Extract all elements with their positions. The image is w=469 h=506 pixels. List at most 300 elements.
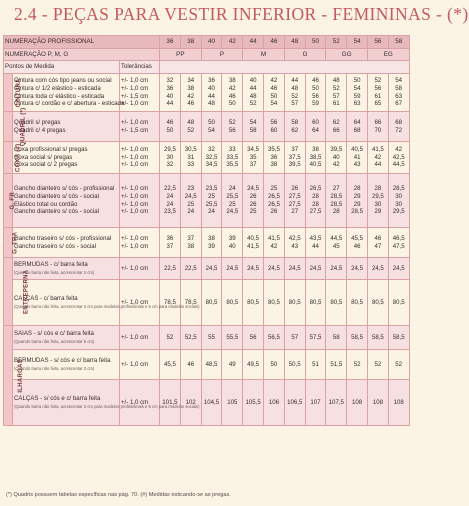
size-value: 24,5 [267,264,280,272]
size-value-cell [347,326,368,350]
tolerance-value: +/- 1,0 cm [121,192,149,200]
size-value-cell [284,142,305,174]
measurement-point: BERMUDAS - c/ barra feita [14,260,88,268]
size-value: 27 [332,184,340,192]
header-row-pontos [4,61,410,74]
size-value: 35,5 [267,145,280,153]
size-value: 106,5 [287,398,303,406]
size-value-cell [243,174,264,228]
size-value: 64 [312,126,319,134]
table-row [4,74,410,112]
size-value-cell [388,142,409,174]
size-value: 44 [374,161,382,169]
size-value: 33,5 [226,153,239,161]
size-value: 47 [374,242,382,250]
size-value-cell [388,174,409,228]
size-value: 48,5 [205,360,218,368]
size-value: 26 [249,192,257,200]
size-value-cell [368,142,389,174]
size-value-cell [243,326,264,350]
size-value: 29,5 [392,208,405,216]
size-value-cell [222,326,243,350]
size-value: 38 [228,76,236,84]
size-value-cell [180,258,201,280]
size-value: 24,5 [351,264,364,272]
pontos-medida-label: Pontos de Medida [4,61,120,74]
size-value: 24,5 [226,208,239,216]
size-value: 63 [353,100,361,108]
size-value-cell [243,74,264,112]
size-value: 63 [395,92,403,100]
size-value-cell [222,174,243,228]
size-value: 40,5 [351,145,364,153]
size-value-cell [388,258,409,280]
size-value: 104,5 [203,398,220,406]
size-value-cell [264,74,285,112]
size-value-cell [388,112,409,142]
size-value: 48 [208,100,215,108]
size-value: 38 [208,234,215,242]
size-value-cell [264,112,285,142]
size-value: 28 [332,208,340,216]
measurement-point: Quadril c/ 4 pregas [14,126,66,134]
size-value: 39,5 [330,145,343,153]
size-value: 59 [312,100,319,108]
size-value: 108 [372,398,383,406]
size-value: 41,5 [267,234,280,242]
size-value: 44 [208,92,215,100]
size-value: 39 [228,234,236,242]
size-value: 52 [395,360,403,368]
measurement-point: Coxa social c/ 2 pregas [14,161,78,169]
measurement-point: Quadril s/ pregas [14,118,61,126]
header-row-pmg [4,49,410,61]
size-value: 44,5 [330,234,343,242]
size-value-cell [284,326,305,350]
size-value: 52 [291,92,299,100]
measurement-point-labels [13,350,120,380]
size-value-cell [388,280,409,326]
size-value-cell [368,280,389,326]
size-value: 68 [353,126,361,134]
size-value: 26,5 [309,184,322,192]
size-value: 46 [353,242,361,250]
size-value-cell [347,280,368,326]
size-value: 60 [270,126,278,134]
size-value: 24 [166,192,174,200]
size-value-cell [368,258,389,280]
size-value-cell [305,350,326,380]
size-value: 62 [332,118,340,126]
size-value: 34 [187,76,195,84]
size-value: 35 [249,153,257,161]
size-value: 22,5 [163,264,176,272]
size-value-cell [347,174,368,228]
table-row [4,228,410,258]
size-value: 60 [312,118,319,126]
size-value-cell [388,380,409,426]
size-header: 58 [388,36,409,49]
size-value: 107,5 [328,398,344,406]
size-value: 80,5 [371,298,384,306]
measurement-point: Cintura toda c/ elástico - esticada [14,92,105,100]
size-value: 29 [353,192,361,200]
size-value: 42,5 [288,234,301,242]
size-value-cell [160,258,181,280]
size-value: 24,5 [309,264,322,272]
size-value: 22,5 [163,184,176,192]
size-value: 56 [249,333,257,341]
tolerancias-label: Tolerâncias [120,61,160,74]
measurement-point: Cintura com cós tipo jeans ou social [14,76,112,84]
tolerance-value: +/- 1,0 cm [121,242,149,250]
measurement-point: Cintura c/ 1/2 elástico - esticada [14,84,101,92]
size-value: 28 [312,192,319,200]
size-value-cell [160,280,181,326]
size-value: 44 [249,84,257,92]
size-value-cell [326,380,347,426]
size-value: 25 [208,192,215,200]
tolerance-cell [120,228,160,258]
size-value: 80,5 [226,298,239,306]
size-value: 23,5 [205,184,218,192]
size-value: 52 [353,360,361,368]
size-value-cell [326,112,347,142]
tolerance-cell [120,74,160,112]
size-value-cell [326,74,347,112]
size-value: 44 [166,100,174,108]
size-value: 57 [291,333,299,341]
measurement-note: (Quando barra não feita, acrescentar 2 cm para modelos profissionais e 5 cm para modelos sociais) [14,403,200,409]
tolerance-value: +/- 1,0 cm [121,398,149,406]
size-value: 26 [291,184,299,192]
size-value: 78,5 [184,298,197,306]
size-value: 80,5 [330,298,343,306]
size-header: 38 [180,36,201,49]
size-value: 42 [270,242,278,250]
tolerance-value: +/- 1,0 cm [121,118,149,126]
size-value: 66 [374,118,382,126]
measurement-point: Cintura c/ cordão e c/ abertura - esticada [14,100,125,108]
size-value: 34,5 [205,161,218,169]
size-value-cell [243,112,264,142]
size-value-cell [222,228,243,258]
size-value: 70 [374,126,382,134]
size-value: 37 [291,145,299,153]
measurement-point: Gancho traseiro s/ cós - profissional [14,234,112,242]
measurement-note: (Quando barra não feita, acrescentar 2 cm para modelos profissionais e 5 cm para modelos sociais) [14,303,200,309]
size-value-cell [347,380,368,426]
size-value: 51 [312,360,319,368]
size-value-cell [180,350,201,380]
size-value: 25,5 [226,192,239,200]
size-value-cell [388,326,409,350]
size-value: 37 [166,242,174,250]
size-value: 67 [395,100,403,108]
size-value-cell [368,74,389,112]
tolerance-value: +/- 1,0 cm [121,161,149,169]
size-value: 44 [312,242,319,250]
size-value: 58,5 [371,333,384,341]
size-value: 29,5 [371,192,384,200]
numeracao-pmg-label: NUMERAÇÃO P, M, G [4,49,160,61]
size-value: 50 [270,92,278,100]
size-value: 24,5 [205,264,218,272]
size-value: 50 [166,126,174,134]
size-value: 56,5 [267,333,280,341]
size-value-cell [201,112,222,142]
size-value-cell [160,380,181,426]
size-value: 57,5 [309,333,322,341]
size-value-cell [160,74,181,112]
size-value: 108 [352,398,363,406]
size-value: 46 [374,234,382,242]
measurement-point-labels [13,326,120,350]
size-value: 23 [187,184,195,192]
tolerance-value: +/- 1,0 cm [121,153,149,161]
pmg-header: EG [368,49,410,61]
measurement-point: SAIAS - s/ cós e c/ barra feita [14,329,94,337]
size-value: 64 [353,118,361,126]
size-value-cell [264,350,285,380]
size-value: 25 [249,208,257,216]
size-value: 46 [166,118,174,126]
measurement-point-labels [13,112,120,142]
size-header: 46 [264,36,285,49]
size-value-cell [243,380,264,426]
measurement-point-labels [13,228,120,258]
size-value: 42 [332,161,340,169]
size-value: 40 [228,242,236,250]
size-value-cell [326,228,347,258]
size-value: 61 [332,100,340,108]
size-value: 50 [353,76,361,84]
table-row [4,112,410,142]
size-value-cell [326,142,347,174]
size-value: 25,5 [205,200,218,208]
size-value: 58 [249,126,257,134]
measurement-point: Gancho dianteiro s/ cós - profissional [14,184,115,192]
tolerance-value: +/- 1,5 cm [121,92,149,100]
measurement-point-labels [13,174,120,228]
size-value: 50 [208,118,215,126]
size-value-cell [243,280,264,326]
size-value-cell [388,74,409,112]
tolerance-cell [120,174,160,228]
size-value-cell [264,142,285,174]
size-value: 28,5 [392,184,405,192]
tolerance-value: +/- 1,0 cm [121,76,149,84]
size-value: 50,5 [288,360,301,368]
size-value-cell [264,280,285,326]
size-value: 40 [332,153,340,161]
size-value: 29,5 [163,145,176,153]
measurement-point: Gancho dianteiro s/ cós - social [14,208,100,216]
size-value: 62 [291,126,299,134]
tolerance-value: +/- 1,5 cm [121,126,149,134]
tolerance-value: +/- 1,0 cm [121,264,149,272]
size-value: 39,5 [288,161,301,169]
size-value: 80,5 [267,298,280,306]
size-value-cell [243,258,264,280]
size-value: 52 [374,360,382,368]
size-header: 44 [243,36,264,49]
size-value: 56 [374,84,382,92]
size-value-cell [368,112,389,142]
size-value-cell [180,380,201,426]
size-value: 52 [332,84,340,92]
size-value: 59 [353,92,361,100]
size-value-cell [347,74,368,112]
table-row [4,350,410,380]
size-value-cell [201,174,222,228]
size-value: 42 [270,76,278,84]
size-value-cell [201,380,222,426]
tolerance-cell [120,350,160,380]
size-value-cell [222,74,243,112]
size-value: 80,5 [351,298,364,306]
header-row-numeracao [4,36,410,49]
tolerance-value: +/- 1,0 cm [121,84,149,92]
size-value: 28,5 [330,200,343,208]
tolerance-value: +/- 1,0 cm [121,298,149,306]
size-value-cell [243,142,264,174]
size-value-cell [347,258,368,280]
size-value: 28 [374,184,382,192]
size-value: 50 [270,360,278,368]
table-row [4,174,410,228]
size-value: 56 [270,118,278,126]
size-value: 24,5 [247,184,260,192]
size-value: 40,5 [247,234,260,242]
size-value: 30 [374,200,382,208]
size-value: 57 [291,100,299,108]
size-value: 38 [187,242,195,250]
size-value: 22,5 [184,264,197,272]
size-value: 58 [291,118,299,126]
size-value: 29 [353,200,361,208]
size-value-cell [326,174,347,228]
size-value: 42,5 [392,153,405,161]
page-title: 2.4 - PEÇAS PARA VESTIR INFERIOR - FEMININAS - (*) [14,4,469,24]
size-value: 40,5 [309,161,322,169]
size-header: 54 [347,36,368,49]
size-value: 43 [353,161,361,169]
size-value-cell [180,174,201,228]
size-value: 52 [228,118,236,126]
size-value: 55,5 [226,333,239,341]
size-header: 48 [284,36,305,49]
size-value: 32 [208,145,215,153]
measurement-note: (Quando barra não feita, acrescentar 2 cm) [14,365,95,371]
size-value-cell [201,326,222,350]
size-value-cell [160,174,181,228]
measurement-point: Gancho dianteiro s/ cós - social [14,192,100,200]
size-value-cell [160,350,181,380]
size-value: 50 [228,100,236,108]
size-value: 42 [187,92,195,100]
size-value: 58 [332,333,340,341]
size-value-cell [201,228,222,258]
size-value-cell [160,326,181,350]
size-value: 56 [228,126,236,134]
size-value-cell [305,174,326,228]
pmg-header: PP [160,49,202,61]
size-header: 52 [326,36,347,49]
size-value: 36 [166,84,174,92]
size-value: 49 [228,360,236,368]
size-value-cell [201,350,222,380]
size-value: 43,5 [309,234,322,242]
size-value: 42 [395,145,403,153]
size-value: 40 [208,84,215,92]
size-value: 32 [166,161,174,169]
size-value: 52 [374,76,382,84]
size-value-cell [180,326,201,350]
size-value: 41 [353,153,361,161]
tolerance-cell [120,326,160,350]
size-value: 30 [395,200,403,208]
size-value: 24 [208,208,215,216]
measurement-point: Coxa social s/ pregas [14,153,73,161]
size-value: 40 [166,92,174,100]
size-value: 26 [270,208,278,216]
table-row [4,142,410,174]
size-value: 45,5 [163,360,176,368]
size-value: 107 [310,398,321,406]
size-value-cell [264,228,285,258]
size-header: 56 [368,36,389,49]
size-value: 29 [374,208,382,216]
measurement-note: (Quando barra não feita, acrescentar 5 cm) [14,338,95,344]
size-header: 40 [201,36,222,49]
size-value-cell [368,228,389,258]
size-value-cell [305,74,326,112]
size-value: 49,5 [247,360,260,368]
group-label: ENTREPERNA [4,258,13,326]
size-value-cell [222,280,243,326]
size-value-cell [347,350,368,380]
numeracao-profissional-label: NUMERAÇÃO PROFISSIONAL [4,36,160,49]
size-value: 28 [353,184,361,192]
size-value-cell [180,74,201,112]
size-value: 44,5 [392,161,405,169]
size-value-cell [222,112,243,142]
size-header: 42 [222,36,243,49]
size-value-cell [368,326,389,350]
size-header: 50 [305,36,326,49]
size-value: 52 [187,126,195,134]
size-value: 37 [187,234,195,242]
size-value-cell [305,142,326,174]
size-value-cell [326,258,347,280]
size-value: 108 [393,398,404,406]
size-value-cell [284,380,305,426]
size-value: 57 [332,92,340,100]
size-value: 24,5 [392,264,405,272]
size-value: 51,5 [330,360,343,368]
size-value-cell [284,112,305,142]
size-value: 61 [374,92,382,100]
size-value: 32,5 [205,153,218,161]
size-value-cell [284,258,305,280]
size-value: 80,5 [392,298,405,306]
size-value: 80,5 [288,298,301,306]
group-label: G. TRA [4,228,13,258]
size-value: 46 [270,84,278,92]
size-value: 101,5 [162,398,178,406]
tolerance-value: +/- 1,0 cm [121,360,149,368]
